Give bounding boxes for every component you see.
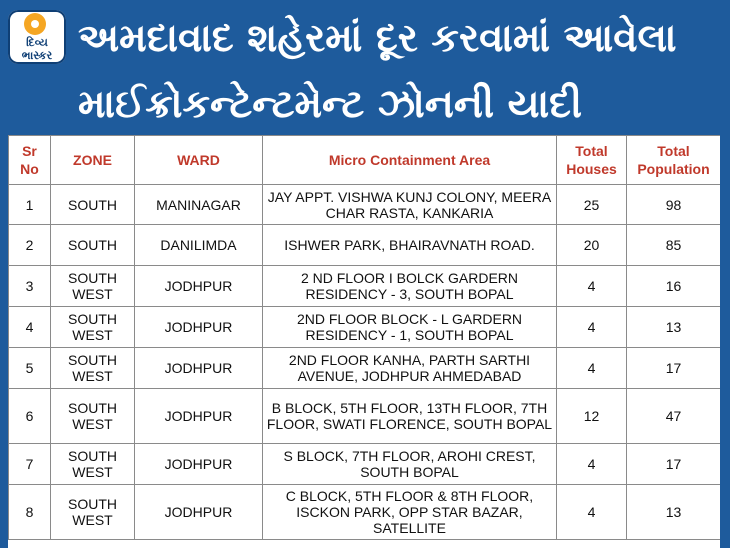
- cell-houses: 4: [557, 348, 627, 389]
- table-row: [9, 185, 721, 225]
- table-row: [9, 348, 721, 389]
- table-row: [9, 485, 721, 540]
- page-title-line-2: માઈક્રોકન્ટેન્ટમેન્ટ ઝોનની યાદી: [78, 82, 583, 127]
- col-header-sr: [9, 136, 51, 185]
- col-header-ward: WARD: [135, 136, 263, 185]
- brand-line-2: ભાસ્કર: [21, 49, 53, 62]
- cell-population: 85: [627, 225, 721, 266]
- cell-area: 2 ND FLOOR I BOLCK GARDERN RESIDENCY - 3, SOUTH BOPAL: [263, 266, 557, 307]
- cell-zone: SOUTH WEST: [51, 389, 135, 444]
- cell-area: C BLOCK, 5TH FLOOR & 8TH FLOOR, ISCKON PARK, OPP STAR BAZAR, SATELLITE: [263, 485, 557, 540]
- cell-houses: 25: [557, 185, 627, 225]
- cell-houses: 4: [557, 485, 627, 540]
- cell-sr: 3: [9, 266, 51, 307]
- cell-ward: JODHPUR: [135, 307, 263, 348]
- cell-ward: JODHPUR: [135, 485, 263, 540]
- cell-zone: SOUTH: [51, 225, 135, 266]
- cell-population: 13: [627, 307, 721, 348]
- col-header-houses: [557, 136, 627, 185]
- cell-houses: 12: [557, 389, 627, 444]
- cell-area: S BLOCK, 7TH FLOOR, AROHI CREST, SOUTH BOPAL: [263, 444, 557, 485]
- col-header-area: Micro Containment Area: [263, 136, 557, 185]
- cell-area: 2ND FLOOR BLOCK - L GARDERN RESIDENCY - 1, SOUTH BOPAL: [263, 307, 557, 348]
- cell-sr: 8: [9, 485, 51, 540]
- cell-houses: 4: [557, 444, 627, 485]
- cell-houses: 4: [557, 266, 627, 307]
- cell-area: 2ND FLOOR KANHA, PARTH SARTHI AVENUE, JODHPUR AHMEDABAD: [263, 348, 557, 389]
- cell-ward: JODHPUR: [135, 348, 263, 389]
- cell-population: 47: [627, 389, 721, 444]
- containment-table-container: [8, 135, 720, 548]
- cell-ward: MANINAGAR: [135, 185, 263, 225]
- cell-population: 98: [627, 185, 721, 225]
- header-banner: [0, 0, 730, 133]
- page-title-line-1: અમદાવાદ શહેરમાં દૂર કરવામાં આવેલા: [78, 16, 677, 61]
- cell-sr: 4: [9, 307, 51, 348]
- cell-sr: 1: [9, 185, 51, 225]
- table-row: [9, 225, 721, 266]
- cell-zone: SOUTH WEST: [51, 307, 135, 348]
- cell-population: 17: [627, 444, 721, 485]
- cell-zone: SOUTH WEST: [51, 348, 135, 389]
- cell-population: 17: [627, 348, 721, 389]
- cell-population: 13: [627, 485, 721, 540]
- cell-ward: JODHPUR: [135, 389, 263, 444]
- cell-zone: SOUTH WEST: [51, 485, 135, 540]
- cell-sr: 6: [9, 389, 51, 444]
- col-header-houses-text: Total Houses: [566, 143, 617, 177]
- brand-logo[interactable]: [8, 10, 66, 64]
- cell-ward: DANILIMDA: [135, 225, 263, 266]
- cell-sr: 5: [9, 348, 51, 389]
- table-row: [9, 389, 721, 444]
- cell-population: 16: [627, 266, 721, 307]
- containment-table: [8, 135, 720, 540]
- cell-area: B BLOCK, 5TH FLOOR, 13TH FLOOR, 7TH FLOOR, SWATI FLORENCE, SOUTH BOPAL: [263, 389, 557, 444]
- table-header-row: [9, 136, 721, 185]
- cell-zone: SOUTH WEST: [51, 266, 135, 307]
- cell-zone: SOUTH WEST: [51, 444, 135, 485]
- cell-ward: JODHPUR: [135, 444, 263, 485]
- cell-sr: 7: [9, 444, 51, 485]
- col-header-population-text: Total Population: [637, 143, 710, 177]
- cell-zone: SOUTH: [51, 185, 135, 225]
- table-row: [9, 444, 721, 485]
- table-row: [9, 307, 721, 348]
- cell-area: ISHWER PARK, BHAIRAVNATH ROAD.: [263, 225, 557, 266]
- cell-sr: 2: [9, 225, 51, 266]
- brand-line-1: દિવ્ય: [26, 36, 48, 49]
- cell-area: JAY APPT. VISHWA KUNJ COLONY, MEERA CHAR RASTA, KANKARIA: [263, 185, 557, 225]
- cell-houses: 4: [557, 307, 627, 348]
- col-header-sr-text: Sr No: [20, 143, 39, 177]
- cell-houses: 20: [557, 225, 627, 266]
- col-header-zone: ZONE: [51, 136, 135, 185]
- col-header-population: [627, 136, 721, 185]
- table-row: [9, 266, 721, 307]
- cell-ward: JODHPUR: [135, 266, 263, 307]
- sun-icon: [24, 13, 46, 35]
